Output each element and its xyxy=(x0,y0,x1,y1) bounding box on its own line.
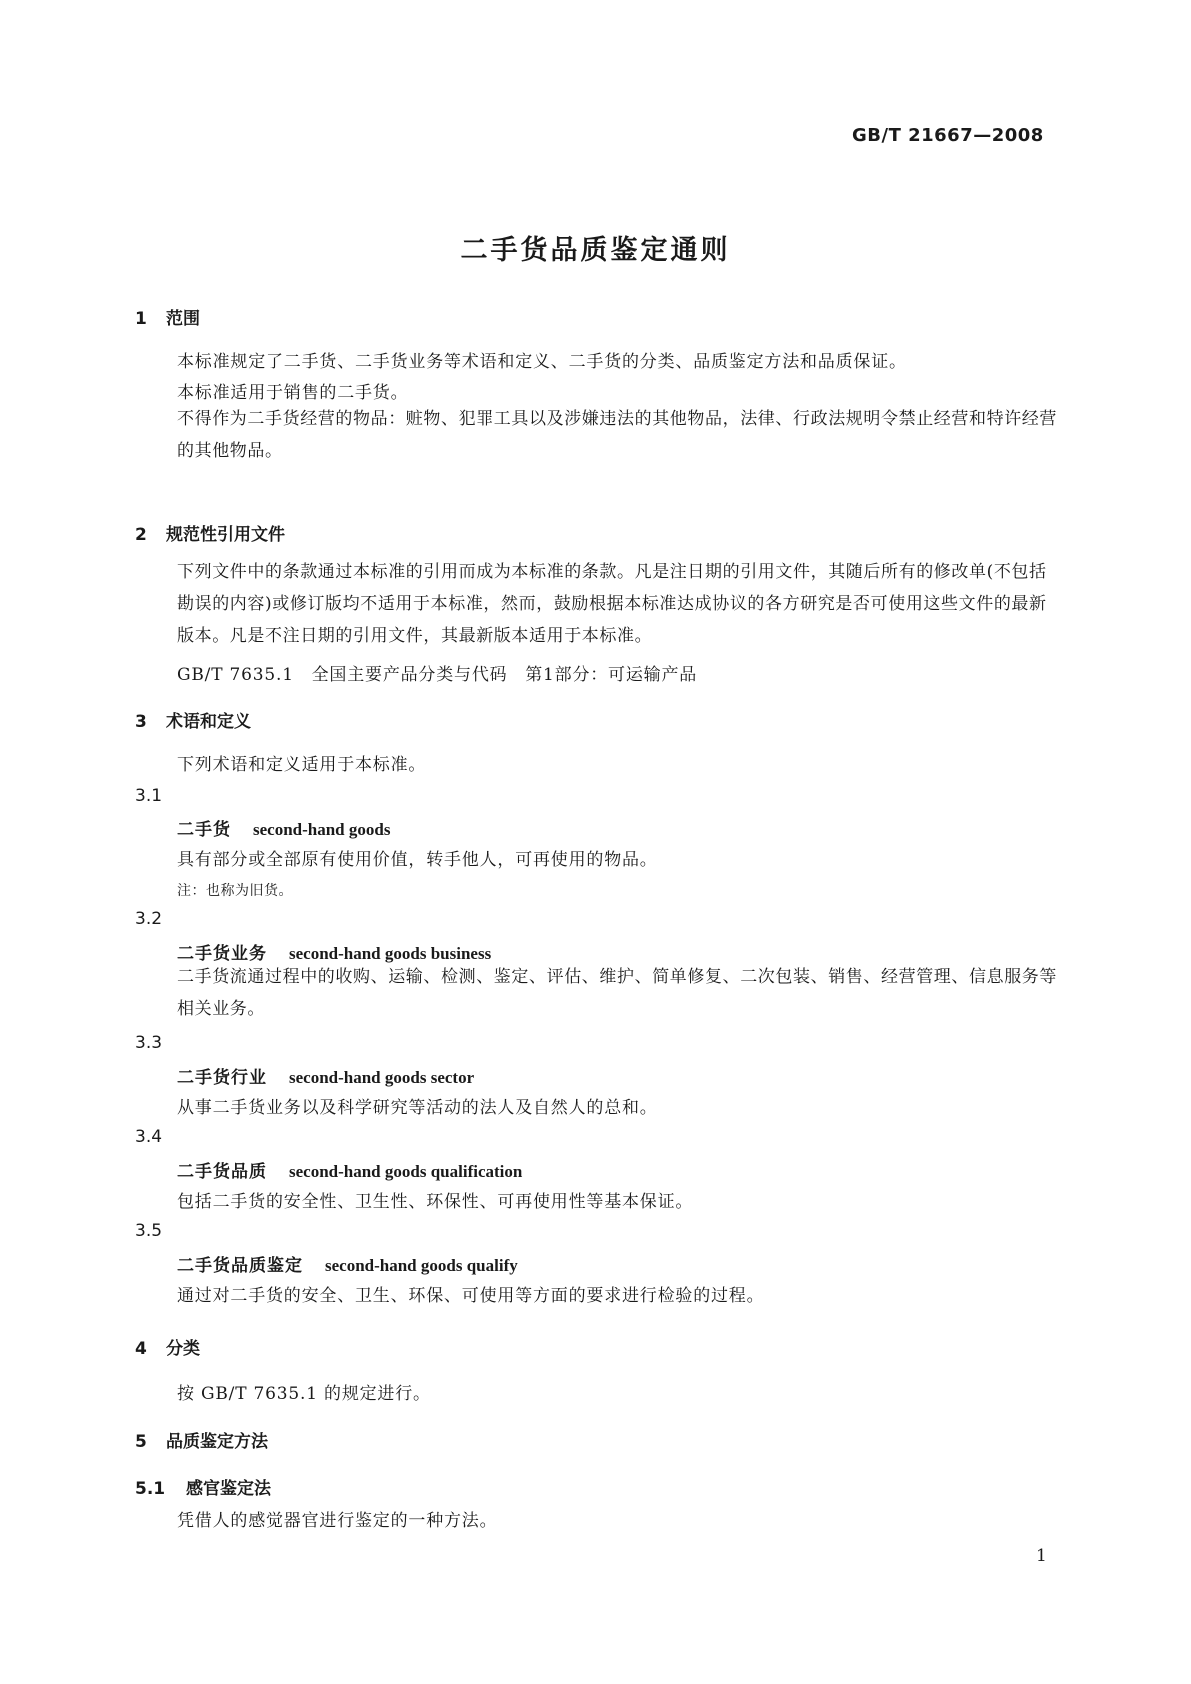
section-2-heading xyxy=(135,520,285,545)
term-en: second-hand goods qualify xyxy=(325,1256,518,1275)
section-1-paragraph-2: 本标准适用于销售的二手货。 xyxy=(177,383,409,403)
section-1-heading xyxy=(135,304,200,329)
clause-3-1-number: 3.1 xyxy=(135,786,163,806)
section-number: 2 xyxy=(135,525,147,545)
paragraph-text: 下列文件中的条款通过本标准的引用而成为本标准的条款。凡是注日期的引用文件，其随后所有的修改单(不包括勘误的内容)或修订版均不适用于本标准，然而，鼓励根据本标准达成协议的各方研究是否可使用这些文件的最新版本。凡是不注日期的引用文件，其最新版本适用于本标准。 xyxy=(177,562,1047,646)
subsection-5-1-paragraph-1: 凭借人的感觉器官进行鉴定的一种方法。 xyxy=(177,1511,498,1531)
section-title: 术语和定义 xyxy=(166,712,251,732)
definition-3-2 xyxy=(135,961,1060,1025)
term-zh: 二手货品质鉴定 xyxy=(177,1256,303,1276)
note-3-1: 注：也称为旧货。 xyxy=(177,883,293,899)
clause-3-4-number: 3.4 xyxy=(135,1127,163,1147)
document-title: 二手货品质鉴定通则 xyxy=(460,235,731,266)
clause-3-3-number: 3.3 xyxy=(135,1033,163,1053)
section-3-intro: 下列术语和定义适用于本标准。 xyxy=(177,755,427,775)
section-title: 分类 xyxy=(166,1339,200,1359)
standard-number: GB/T 21667—2008 xyxy=(852,125,1044,146)
term-zh: 二手货行业 xyxy=(177,1068,267,1088)
section-number: 1 xyxy=(135,309,147,329)
definition-3-5: 通过对二手货的安全、卫生、环保、可使用等方面的要求进行检验的过程。 xyxy=(177,1286,765,1306)
section-title: 规范性引用文件 xyxy=(166,525,285,545)
section-number: 4 xyxy=(135,1339,147,1359)
section-number: 3 xyxy=(135,712,147,732)
subsection-number: 5.1 xyxy=(135,1479,166,1499)
term-en: second-hand goods business xyxy=(289,944,492,963)
normative-reference: GB/T 7635.1 全国主要产品分类与代码 第1部分：可运输产品 xyxy=(177,665,698,685)
section-title: 范围 xyxy=(166,309,200,329)
definition-3-4: 包括二手货的安全性、卫生性、环保性、可再使用性等基本保证。 xyxy=(177,1192,694,1212)
section-3-heading xyxy=(135,707,251,732)
paragraph-text: 不得作为二手货经营的物品：赃物、犯罪工具以及涉嫌违法的其他物品，法律、行政法规明令禁止经营和特许经营的其他物品。 xyxy=(177,409,1057,461)
clause-3-5-number: 3.5 xyxy=(135,1221,163,1241)
section-4-paragraph-1: 按 GB/T 7635.1 的规定进行。 xyxy=(177,1384,431,1404)
section-1-paragraph-1: 本标准规定了二手货、二手货业务等术语和定义、二手货的分类、品质鉴定方法和品质保证。 xyxy=(177,352,907,372)
definition-3-1: 具有部分或全部原有使用价值，转手他人，可再使用的物品。 xyxy=(177,850,658,870)
term-en: second-hand goods qualification xyxy=(289,1162,523,1181)
term-3-4 xyxy=(177,1157,522,1182)
page-number: 1 xyxy=(1036,1546,1047,1566)
term-3-5 xyxy=(177,1251,518,1276)
section-1-paragraph-3 xyxy=(135,403,1060,467)
subsection-title: 感官鉴定法 xyxy=(186,1479,271,1499)
section-title: 品质鉴定方法 xyxy=(166,1432,268,1452)
term-en: second-hand goods sector xyxy=(289,1068,475,1087)
subsection-5-1-heading xyxy=(135,1474,271,1499)
definition-3-3: 从事二手货业务以及科学研究等活动的法人及自然人的总和。 xyxy=(177,1098,658,1118)
term-zh: 二手货业务 xyxy=(177,944,267,964)
term-en: second-hand goods xyxy=(253,820,391,839)
section-number: 5 xyxy=(135,1432,147,1452)
section-4-heading xyxy=(135,1334,200,1359)
section-2-paragraph-1 xyxy=(135,556,1060,652)
paragraph-text: 二手货流通过程中的收购、运输、检测、鉴定、评估、维护、简单修复、二次包装、销售、经营管理、信息服务等相关业务。 xyxy=(177,967,1057,1019)
term-zh: 二手货 xyxy=(177,820,231,840)
term-3-1 xyxy=(177,815,390,840)
clause-3-2-number: 3.2 xyxy=(135,909,163,929)
section-5-heading xyxy=(135,1427,268,1452)
term-3-3 xyxy=(177,1063,474,1088)
term-zh: 二手货品质 xyxy=(177,1162,267,1182)
